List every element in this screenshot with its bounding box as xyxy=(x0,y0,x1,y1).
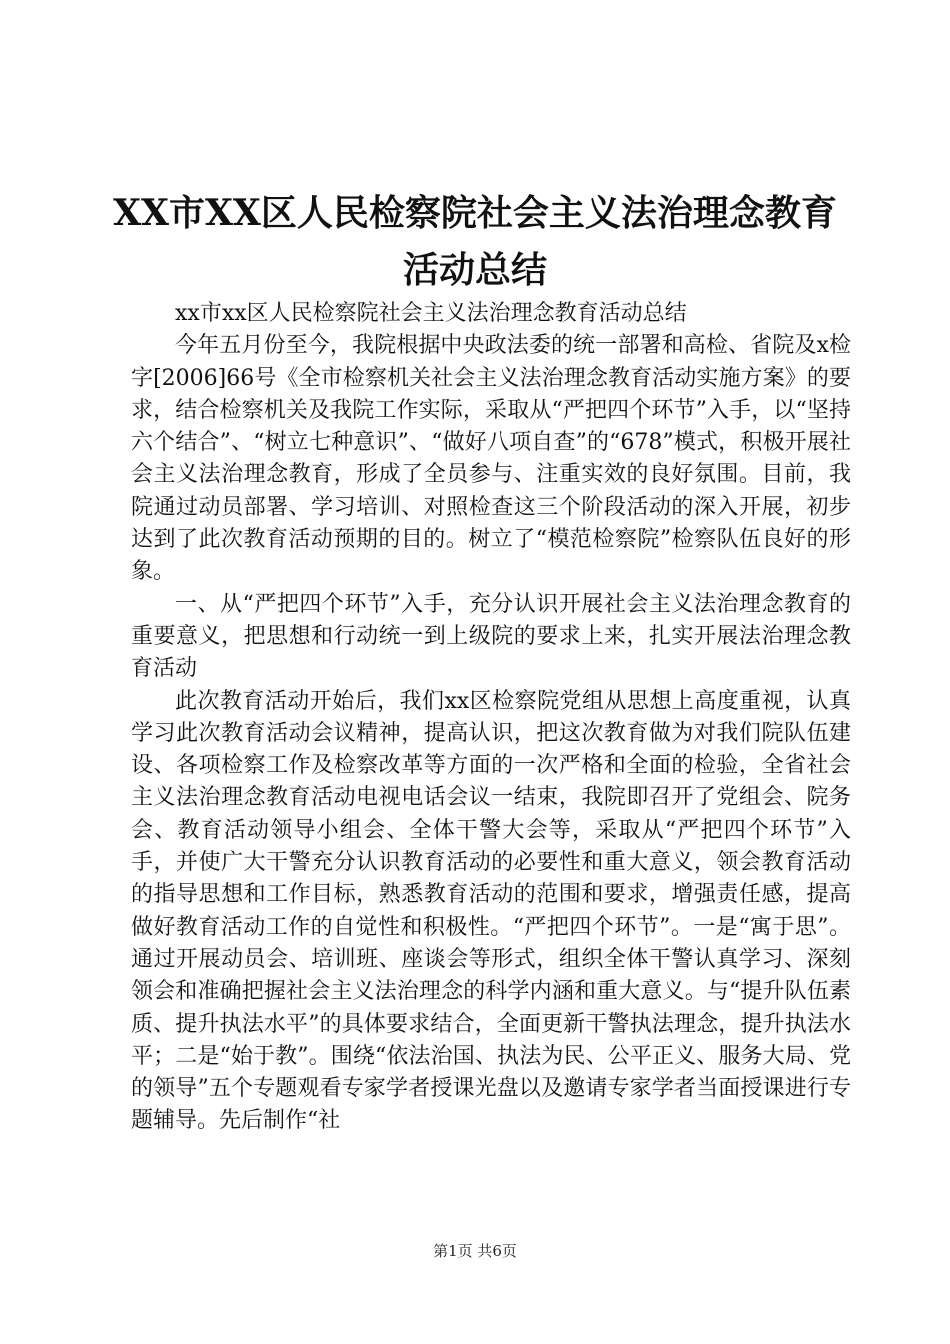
document-title-line-1: XX市XX区人民检察院社会主义法治理念教育 xyxy=(113,192,837,234)
paragraph-intro: 今年五月份至今，我院根据中央政法委的统一部署和高检、省院及x检字[2006]66号《全市检察机关社会主义法治理念教育活动实施方案》的要求，结合检察机关及我院工作实际，采取从“严把四个环节”入手，以“坚持六个结合”、“树立七种意识”、“做好八项自查”的“678”模式，积极开展社会主义法治理念教育，形成了全员参与、注重实效的良好氛围。目前，我院通过动员部署、学习培训、对照检查这三个阶段活动的深入开展，初步达到了此次教育活动预期的目的。树立了“模范检察院”检察队伍良好的形象。 xyxy=(131,333,851,585)
paragraph-section-body: 此次教育活动开始后，我们xx区检察院党组从思想上高度重视，认真学习此次教育活动会议精神，提高认识，把这次教育做为对我们院队伍建设、各项检察工作及检察改革等方面的一次严格和全面的检验，全省社会主义法治理念教育活动电视电话会议一结束，我院即召开了党组会、院务会、教育活动领导小组会、全体干警大会等，采取从“严把四个环节”入手，并使广大干警充分认识教育活动的必要性和重大意义，领会教育活动的指导思想和工作目标，熟悉教育活动的范围和要求，增强责任感，提高做好教育活动工作的自觉性和积极性。“严把四个环节”。一是“寓于思”。通过开展动员会、培训班、座谈会等形式，组织全体干警认真学习、深刻领会和准确把握社会主义法治理念的科学内涵和重大意义。与“提升队伍素质、提升执法水平”的具体要求结合，全面更新干警执法理念，提升执法水平；二是“始于教”。围绕“依法治国、执法为民、公平正义、服务大局、党的领导”五个专题观看专家学者授课光盘以及邀请专家学者当面授课进行专题辅导。先后制作“社 xyxy=(131,688,851,1134)
paragraph-subtitle: xx市xx区人民检察院社会主义法治理念教育活动总结 xyxy=(175,301,687,326)
paragraph-section-heading: 一、从“严把四个环节”入手，充分认识开展社会主义法治理念教育的重要意义，把思想和行动统一到上级院的要求上来，扎实开展法治理念教育活动 xyxy=(131,591,851,682)
page-footer: 第1页 共6页 xyxy=(433,1242,517,1260)
document-body xyxy=(131,298,851,1138)
document-title-line-2: 活动总结 xyxy=(402,249,547,291)
